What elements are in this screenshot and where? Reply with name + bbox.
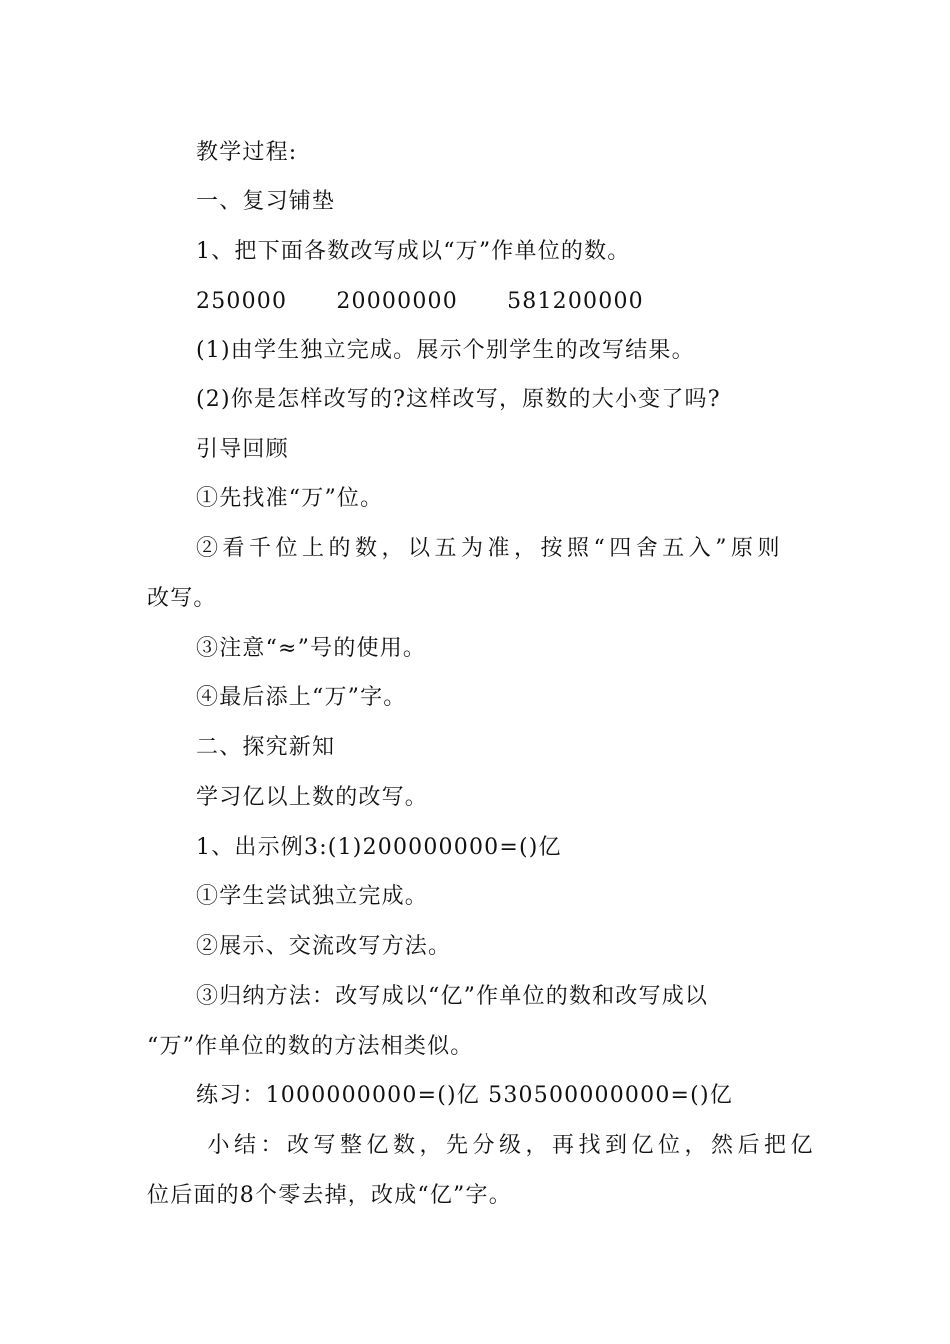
paragraph-line: 学习亿以上数的改写。 xyxy=(196,785,429,810)
list-item-continuation: 改写。 xyxy=(147,586,217,611)
summary-continuation: 位后面的8个零去掉，改成“亿”字。 xyxy=(147,1183,512,1208)
paragraph-line: (1)由学生独立完成。展示个别学生的改写结果。 xyxy=(196,338,695,363)
list-item: ③注意“≈”号的使用。 xyxy=(196,636,427,661)
list-item: ③归纳方法：改写成以“亿”作单位的数和改写成以 xyxy=(196,984,709,1009)
section-heading-review: 一、复习铺垫 xyxy=(196,189,336,214)
number-list: 250000 20000000 581200000 xyxy=(196,289,644,314)
paragraph-line: (2)你是怎样改写的?这样改写，原数的大小变了吗? xyxy=(196,387,721,412)
list-item-continuation: “万”作单位的数的方法相类似。 xyxy=(147,1034,474,1059)
list-item: ②看千位上的数，以五为准，按照“四舍五入”原则 xyxy=(196,536,784,561)
section-heading-explore: 二、探究新知 xyxy=(196,735,336,760)
heading-teaching-process: 教学过程: xyxy=(196,140,298,165)
exercise-line: 练习：1000000000=()亿 530500000000=()亿 xyxy=(196,1083,733,1108)
example-line: 1、出示例3:(1)200000000=()亿 xyxy=(196,835,562,860)
paragraph-line: 1、把下面各数改写成以“万”作单位的数。 xyxy=(196,239,631,264)
list-item: ②展示、交流改写方法。 xyxy=(196,934,452,959)
summary-line: 小结：改写整亿数，先分级，再找到亿位，然后把亿 xyxy=(196,1133,817,1158)
list-item: ①先找准“万”位。 xyxy=(196,486,384,511)
list-item: ①学生尝试独立完成。 xyxy=(196,884,429,909)
list-item: ④最后添上“万”字。 xyxy=(196,685,407,710)
paragraph-line: 引导回顾 xyxy=(196,437,289,462)
